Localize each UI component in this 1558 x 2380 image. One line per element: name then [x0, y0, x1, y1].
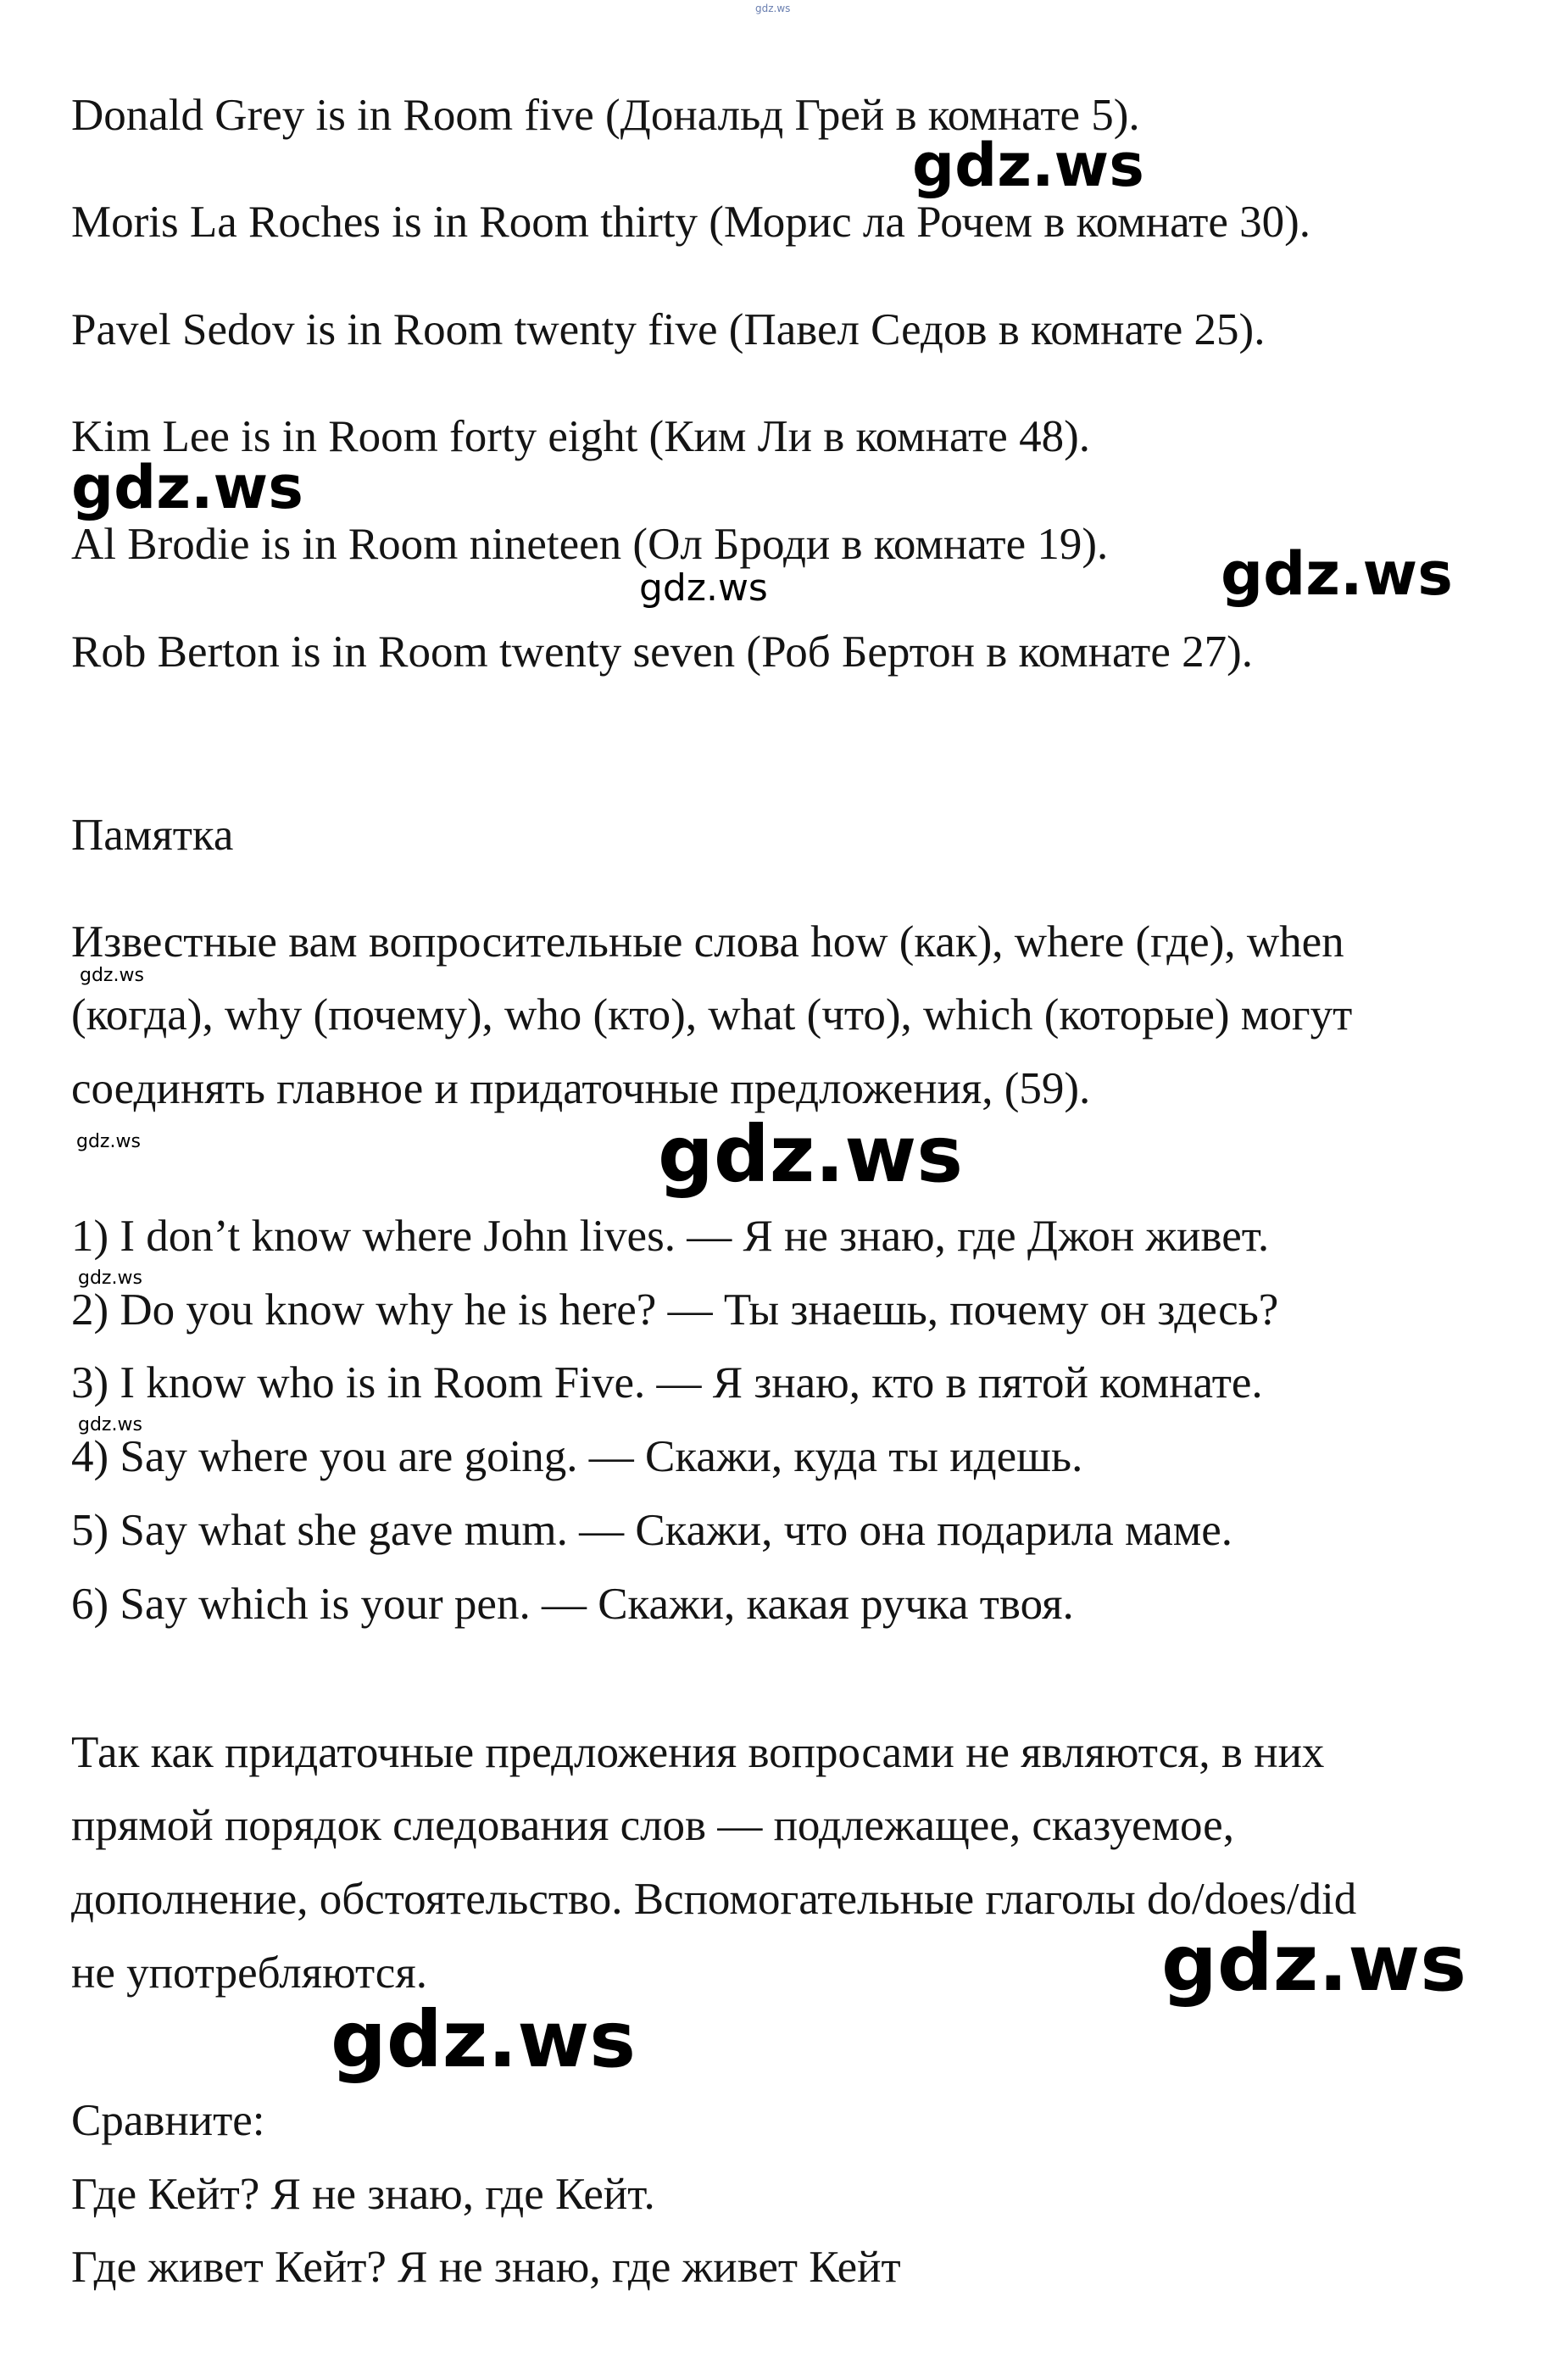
- explanation-line: не употребляются.: [71, 1948, 427, 1998]
- example-sentence: 3) I know who is in Room Five. — Я знаю, кто в пятой комнате.: [71, 1358, 1263, 1407]
- example-sentence: 4) Say where you are going. — Скажи, куда ты идешь.: [71, 1432, 1083, 1481]
- room-list-line: Moris La Roches is in Room thirty (Морис ла Рочем в комнате 30).: [71, 198, 1311, 247]
- explanation-line: дополнение, обстоятельство. Вспомогательные глаголы do/does/did: [71, 1875, 1357, 1924]
- explanation-line: Так как придаточные предложения вопросами не являются, в них: [71, 1728, 1325, 1777]
- watermark: gdz.ws: [76, 1131, 141, 1152]
- compare-heading: Сравните:: [71, 2096, 265, 2145]
- room-list-line: Rob Berton is in Room twenty seven (Роб Бертон в комнате 27).: [71, 627, 1253, 677]
- watermark: gdz.ws: [80, 965, 144, 986]
- watermark: gdz.ws: [658, 1109, 963, 1200]
- compare-line: Где живет Кейт? Я не знаю, где живет Кейт: [71, 2243, 901, 2292]
- example-sentence: 2) Do you know why he is here? — Ты знаешь, почему он здесь?: [71, 1285, 1279, 1335]
- example-sentence: 1) I don’t know where John lives. — Я не знаю, где Джон живет.: [71, 1212, 1270, 1261]
- watermark: gdz.ws: [639, 566, 768, 610]
- watermark: gdz.ws: [1221, 539, 1453, 609]
- compare-line: Где Кейт? Я не знаю, где Кейт.: [71, 2170, 655, 2219]
- memo-paragraph-line: соединять главное и придаточные предложения, (59).: [71, 1064, 1091, 1113]
- room-list-line: Al Brodie is in Room nineteen (Ол Броди в комнате 19).: [71, 520, 1109, 569]
- watermark: gdz.ws: [71, 453, 303, 522]
- room-list-line: Donald Grey is in Room five (Дональд Грей в комнате 5).: [71, 91, 1140, 140]
- watermark: gdz.ws: [755, 3, 791, 14]
- watermark: gdz.ws: [331, 1994, 636, 2085]
- room-list-line: Pavel Sedov is in Room twenty five (Павел Седов в комнате 25).: [71, 305, 1266, 354]
- memo-paragraph-line: Известные вам вопросительные слова how (как), where (где), when: [71, 917, 1344, 967]
- room-list-line: Kim Lee is in Room forty eight (Ким Ли в комнате 48).: [71, 412, 1090, 461]
- watermark: gdz.ws: [78, 1414, 142, 1435]
- watermark: gdz.ws: [912, 131, 1144, 200]
- explanation-line: прямой порядок следования слов — подлежащее, сказуемое,: [71, 1801, 1234, 1850]
- example-sentence: 6) Say which is your pen. — Скажи, какая ручка твоя.: [71, 1580, 1074, 1629]
- memo-paragraph-line: (когда), why (почему), who (кто), what (что), which (которые) могут: [71, 990, 1353, 1040]
- memo-heading: Памятка: [71, 811, 234, 860]
- watermark: gdz.ws: [1161, 1918, 1466, 2009]
- watermark: gdz.ws: [78, 1268, 142, 1289]
- example-sentence: 5) Say what she gave mum. — Скажи, что она подарила маме.: [71, 1506, 1233, 1555]
